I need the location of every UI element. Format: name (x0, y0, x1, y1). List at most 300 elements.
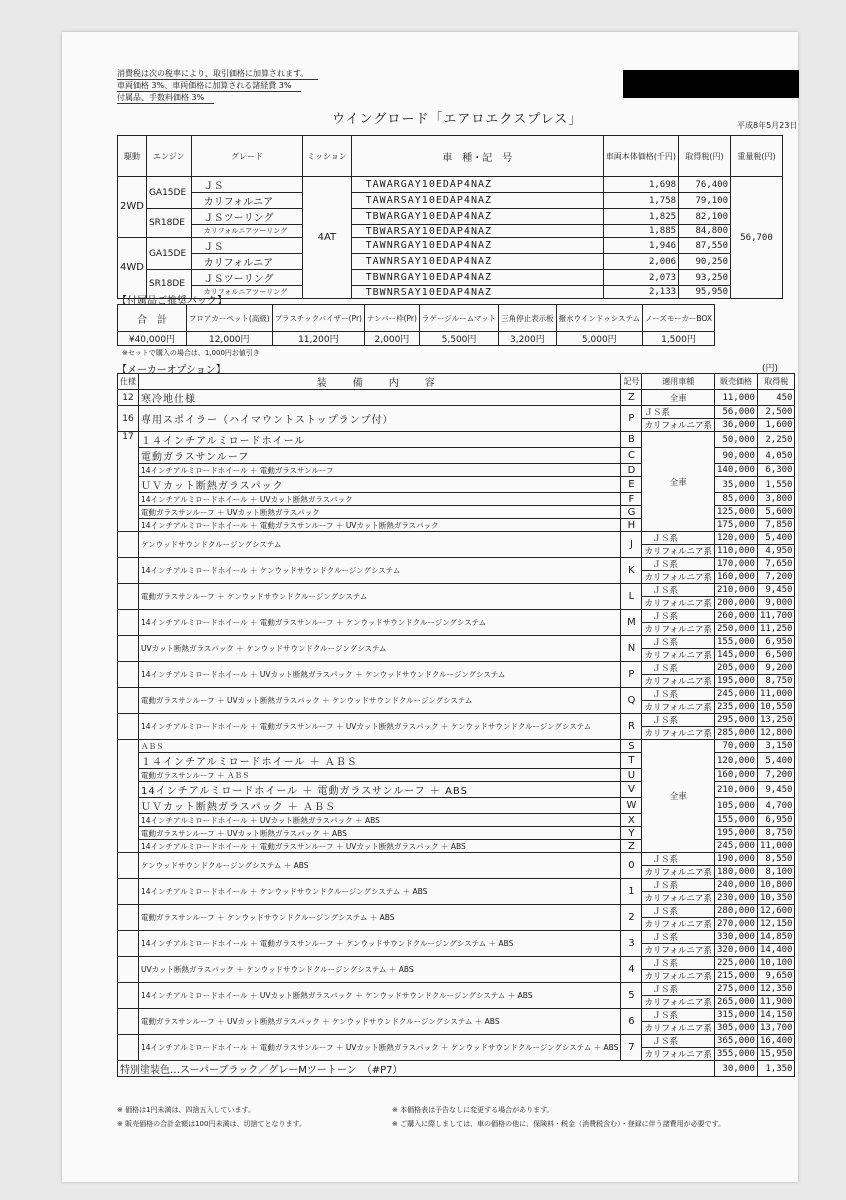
pack-item-name: 三角停止表示板 (499, 305, 557, 332)
acquisition-tax: 11,000 (757, 840, 795, 853)
sale-price: 50,000 (715, 432, 758, 448)
option-content: 電動ガラスサンルーフ (139, 448, 621, 464)
grade-name: カリフォルニアツーリング (191, 225, 302, 238)
option-content: ＡＢＳ (139, 740, 621, 753)
option-content: 14インチアルミロードホイール ＋ 電動ガラスサンルーフ ＋ UVカット断熱ガラスパック (139, 519, 621, 532)
apply-model: カリフォルニア系 (642, 1022, 715, 1035)
option-content: 電動ガラスサンルーフ ＋ ケンウッドサウンドクルージングシステム (139, 584, 621, 610)
acquisition-tax: 15,950 (757, 1048, 795, 1061)
acquisition-tax: 8,750 (757, 675, 795, 688)
option-content: 14インチアルミロードホイール ＋ ケンウッドサウンドクルージングシステム (139, 558, 621, 584)
sale-price: 35,000 (715, 477, 758, 493)
sale-price: 315,000 (715, 1009, 758, 1022)
acquisition-tax: 10,550 (757, 701, 795, 714)
acquisition-tax: 87,550 (679, 238, 731, 254)
pack-item-name: ノーズモーカーBOX (642, 305, 714, 332)
spec-number (118, 905, 139, 931)
pack-total-label: 合 計 (118, 305, 187, 332)
acquisition-tax: 1,350 (757, 1061, 795, 1077)
apply-model: カリフォルニア系 (642, 944, 715, 957)
option-row pair2 (118, 1009, 795, 1022)
header-content: 装 備 内 容 (139, 374, 621, 390)
option-content: 電動ガラスサンルーフ ＋ UVカット断熱ガラスパック (139, 506, 621, 519)
pack-item-name: 撥水ウインドゥシステム (556, 305, 642, 332)
acquisition-tax: 1,600 (757, 419, 795, 432)
apply-model: カリフォルニア系 (642, 727, 715, 740)
option-symbol: B (621, 432, 642, 448)
acquisition-tax: 12,350 (757, 983, 795, 996)
acquisition-tax: 3,150 (757, 740, 795, 753)
acquisition-tax: 9,450 (757, 782, 795, 798)
acquisition-tax: 11,000 (757, 688, 795, 701)
option-row pair (118, 662, 795, 675)
acquisition-tax: 6,950 (757, 636, 795, 649)
apply-model: ＪＳ系 (642, 957, 715, 970)
option-symbol: F (621, 493, 642, 506)
engine-code: GA15DE (146, 238, 191, 270)
acquisition-tax: 5,400 (757, 753, 795, 769)
acquisition-tax: 8,100 (757, 866, 795, 879)
acquisition-tax: 90,250 (679, 254, 731, 270)
sale-price: 205,000 (715, 662, 758, 675)
option-row pair2 (118, 931, 795, 944)
footer-note: ※ 価格は1円未満は、四捨五入しています。 (117, 1106, 255, 1114)
sale-price: 215,000 (715, 970, 758, 983)
apply-model: カリフォルニア系 (642, 866, 715, 879)
option-content: 電動ガラスサンルーフ ＋ ＡＢＳ (139, 769, 621, 782)
model-code: TAWARSAY10EDAP4NAZ (351, 193, 603, 209)
spec-number (118, 558, 139, 584)
acquisition-tax: 10,100 (757, 957, 795, 970)
option-row (118, 740, 795, 753)
acquisition-tax: 79,100 (679, 193, 731, 209)
sale-price: 275,000 (715, 983, 758, 996)
sale-price: 270,000 (715, 918, 758, 931)
option-symbol: W (621, 798, 642, 814)
model-code: TBWNRGAY10EDAP4NAZ (351, 270, 603, 286)
body-price: 2,006 (603, 254, 678, 270)
spec-number (118, 740, 139, 853)
option-content: 電動ガラスサンルーフ ＋ UVカット断熱ガラスパック ＋ ケンウッドサウンドクルージングシステム ＋ ABS (139, 1009, 621, 1035)
tax-note: 消費税は次の税率により、取引価格に加算されます。 (117, 68, 318, 80)
acquisition-tax: 4,050 (757, 448, 795, 464)
acquisition-tax: 9,000 (757, 597, 795, 610)
header-acq-tax: 取得税 (757, 374, 795, 390)
spec-number (118, 610, 139, 636)
option-symbol: H (621, 519, 642, 532)
acquisition-tax: 11,900 (757, 996, 795, 1009)
option-symbol: 3 (621, 931, 642, 957)
apply-model: ＪＳ系 (642, 853, 715, 866)
option-symbol: Q (621, 688, 642, 714)
apply-model: ＪＳ系 (642, 714, 715, 727)
drive-type: 2WD (118, 177, 147, 238)
sale-price: 70,000 (715, 740, 758, 753)
apply-model: ＪＳ系 (642, 610, 715, 623)
option-row pair (118, 714, 795, 727)
grade-name: カリフォルニアツーリング (191, 286, 302, 299)
option-symbol: X (621, 814, 642, 827)
option-content: 14インチアルミロードホイール ＋ UVカット断熱ガラスパック ＋ ABS (139, 814, 621, 827)
option-row pair (118, 558, 795, 571)
option-row pair (118, 610, 795, 623)
acquisition-tax: 3,800 (757, 493, 795, 506)
acquisition-tax: 12,800 (757, 727, 795, 740)
spec-number (118, 662, 139, 688)
option-symbol: 4 (621, 957, 642, 983)
model-row (118, 225, 783, 238)
option-symbol: 7 (621, 1035, 642, 1061)
pack-item-name: フロアカーペット(高級) (186, 305, 272, 332)
sale-price: 190,000 (715, 853, 758, 866)
sale-price: 365,000 (715, 1035, 758, 1048)
spec-number (118, 532, 139, 558)
acquisition-tax: 12,150 (757, 918, 795, 931)
header-acq-tax: 取得税(円) (679, 136, 731, 177)
pack-item-price: 5,500円 (419, 332, 498, 346)
acquisition-tax: 4,700 (757, 798, 795, 814)
pack-title: 【付属品ご推奨パック】 (117, 296, 227, 307)
tax-note: 車両価格 3%、車両価格に加算される諸経費 3% (117, 80, 301, 92)
option-content: ケンウッドサウンドクルージングシステム ＋ ABS (139, 853, 621, 879)
acquisition-tax: 14,400 (757, 944, 795, 957)
option-row pair2 (118, 1035, 795, 1048)
tax-note: 付属品、手数料価格 3% (117, 92, 214, 104)
footer-note: ※ 本価格表は予告なしに変更する場合があります。 (392, 1106, 554, 1114)
acquisition-tax: 9,650 (757, 970, 795, 983)
apply-model: ＪＳ系 (642, 688, 715, 701)
option-symbol: M (621, 610, 642, 636)
header-drive: 駆動 (118, 136, 147, 177)
sale-price: 145,000 (715, 649, 758, 662)
grade-name: ＪＳツーリング (191, 209, 302, 225)
model-row (118, 254, 783, 270)
option-content: 14インチアルミロードホイール ＋ 電動ガラスサンルーフ ＋ UVカット断熱ガラスパック ＋ ABS (139, 840, 621, 853)
acquisition-tax: 5,400 (757, 532, 795, 545)
option-symbol: P (621, 662, 642, 688)
apply-model: カリフォルニア系 (642, 1048, 715, 1061)
acquisition-tax: 7,200 (757, 571, 795, 584)
option-symbol: E (621, 477, 642, 493)
engine-code: GA15DE (146, 177, 191, 209)
acquisition-tax: 10,350 (757, 892, 795, 905)
option-content: 14インチアルミロードホイール ＋ 電動ガラスサンルーフ ＋ ケンウッドサウンドクルージングシステム (139, 610, 621, 636)
pack-item-name: プラスチックバイザー(Pr) (272, 305, 364, 332)
option-row pair2 (118, 905, 795, 918)
body-price: 2,133 (603, 286, 678, 299)
sale-price: 210,000 (715, 782, 758, 798)
sale-price: 250,000 (715, 623, 758, 636)
apply-model: ＪＳ系 (642, 931, 715, 944)
spec-number (118, 688, 139, 714)
acquisition-tax: 13,700 (757, 1022, 795, 1035)
acquisition-tax: 93,250 (679, 270, 731, 286)
option-symbol: Y (621, 827, 642, 840)
option-symbol: P (621, 406, 642, 432)
apply-model: カリフォルニア系 (642, 675, 715, 688)
apply-model: カリフォルニア系 (642, 701, 715, 714)
apply-model: ＪＳ系 (642, 584, 715, 597)
sale-price: 265,000 (715, 996, 758, 1009)
option-symbol: V (621, 782, 642, 798)
option-symbol: N (621, 636, 642, 662)
sale-price: 260,000 (715, 610, 758, 623)
acquisition-tax: 16,400 (757, 1035, 795, 1048)
model-code: TAWNRSAY10EDAP4NAZ (351, 254, 603, 270)
option-symbol: J (621, 532, 642, 558)
body-price: 1,946 (603, 238, 678, 254)
header-apply: 適用車種 (642, 374, 715, 390)
apply-model: カリフォルニア系 (642, 623, 715, 636)
spec-number (118, 853, 139, 879)
spec-number (118, 636, 139, 662)
option-content: UVカット断熱ガラスパック ＋ ケンウッドサウンドクルージングシステム ＋ ABS (139, 957, 621, 983)
header-mission: ミッション (303, 136, 352, 177)
option-symbol: 2 (621, 905, 642, 931)
model-row (118, 177, 783, 193)
special-paint: 特別塗装色…スーパーブラック／グレーMツートーン （#P7） (118, 1061, 715, 1077)
issue-date: 平成8年5月23日 (737, 121, 798, 130)
apply-model: 全車 (642, 740, 715, 853)
acquisition-tax: 84,800 (679, 225, 731, 238)
model-code: TAWARGAY10EDAP4NAZ (351, 177, 603, 193)
sale-price: 225,000 (715, 957, 758, 970)
tax-notes (117, 68, 318, 104)
grade-name: カリフォルニア (191, 193, 302, 209)
option-row (118, 390, 795, 406)
header-grade: グレード (191, 136, 302, 177)
pack-note: ※セットで購入の場合は、1,000円お値引き (122, 349, 260, 357)
option-content: 寒冷地仕様 (139, 390, 621, 406)
sale-price: 235,000 (715, 701, 758, 714)
grade-name: ＪＳ (191, 238, 302, 254)
apply-model: カリフォルニア系 (642, 571, 715, 584)
sale-price: 140,000 (715, 464, 758, 477)
option-content: ＵＶカット断熱ガラスパック (139, 477, 621, 493)
sale-price: 230,000 (715, 892, 758, 905)
acquisition-tax: 95,950 (679, 286, 731, 299)
pack-item-price: 2,000円 (364, 332, 419, 346)
body-price: 2,073 (603, 270, 678, 286)
options-title: 【メーカーオプション】 (117, 365, 226, 376)
sale-price: 105,000 (715, 798, 758, 814)
sale-price: 280,000 (715, 905, 758, 918)
option-row pair (118, 688, 795, 701)
options-table (117, 373, 795, 1077)
spec-number (118, 714, 139, 740)
footer-note: ※ 販売価格の合計金額は100円未満は、切捨てとなります。 (117, 1120, 306, 1128)
spec-number (118, 1035, 139, 1061)
apply-model: ＪＳ系 (642, 983, 715, 996)
spec-number (118, 983, 139, 1009)
option-row pair2 (118, 983, 795, 996)
option-symbol: 1 (621, 879, 642, 905)
acquisition-tax: 8,750 (757, 827, 795, 840)
acquisition-tax: 13,250 (757, 714, 795, 727)
header-engine: エンジン (146, 136, 191, 177)
apply-model: ＪＳ系 (642, 558, 715, 571)
apply-model: カリフォルニア系 (642, 649, 715, 662)
option-symbol: T (621, 753, 642, 769)
model-code: TBWARSAY10EDAP4NAZ (351, 225, 603, 238)
apply-model: ＪＳ系 (642, 532, 715, 545)
option-content: 電動ガラスサンルーフ ＋ ケンウッドサウンドクルージングシステム ＋ ABS (139, 905, 621, 931)
option-content: 14インチアルミロードホイール ＋ 電動ガラスサンルーフ ＋ UVカット断熱ガラスパック ＋ ケンウッドサウンドクルージングシステム (139, 714, 621, 740)
pack-item-name: ナンバー枠(Pr) (364, 305, 419, 332)
spec-number (118, 879, 139, 905)
pack-item-price: 12,000円 (186, 332, 272, 346)
option-content: 電動ガラスサンルーフ ＋ UVカット断熱ガラスパック ＋ ABS (139, 827, 621, 840)
sale-price: 180,000 (715, 866, 758, 879)
pack-item-price: 5,000円 (556, 332, 642, 346)
acquisition-tax: 9,200 (757, 662, 795, 675)
option-symbol: Z (621, 840, 642, 853)
sale-price: 120,000 (715, 532, 758, 545)
option-symbol: K (621, 558, 642, 584)
apply-model: ＪＳ系 (642, 879, 715, 892)
option-content: ケンウッドサウンドクルージングシステム (139, 532, 621, 558)
drive-type: 4WD (118, 238, 147, 299)
paint-row (118, 1061, 795, 1077)
acquisition-tax: 9,450 (757, 584, 795, 597)
apply-model: カリフォルニア系 (642, 970, 715, 983)
acquisition-tax: 7,650 (757, 558, 795, 571)
apply-model: ＪＳ系 (642, 1035, 715, 1048)
acquisition-tax: 8,550 (757, 853, 795, 866)
sale-price: 200,000 (715, 597, 758, 610)
model-row (118, 270, 783, 286)
sale-price: 195,000 (715, 675, 758, 688)
spec-number (118, 931, 139, 957)
apply-model: カリフォルニア系 (642, 597, 715, 610)
engine-code: SR18DE (146, 209, 191, 238)
header-spec: 仕様 (118, 374, 139, 390)
option-row pair2 (118, 879, 795, 892)
model-row (118, 238, 783, 254)
option-content: 14インチアルミロードホイール ＋ ケンウッドサウンドクルージングシステム ＋ ABS (139, 879, 621, 905)
sale-price: 320,000 (715, 944, 758, 957)
acquisition-tax: 14,850 (757, 931, 795, 944)
body-price: 1,885 (603, 225, 678, 238)
sale-price: 110,000 (715, 545, 758, 558)
acquisition-tax: 10,800 (757, 879, 795, 892)
apply-model: カリフォルニア系 (642, 545, 715, 558)
spec-number: 16 (118, 406, 139, 432)
option-row pair2 (118, 853, 795, 866)
option-symbol: S (621, 740, 642, 753)
apply-model: カリフォルニア系 (642, 419, 715, 432)
sale-price: 240,000 (715, 879, 758, 892)
option-symbol: Z (621, 390, 642, 406)
option-row pair (118, 636, 795, 649)
spec-number (118, 584, 139, 610)
model-row (118, 193, 783, 209)
option-symbol: 6 (621, 1009, 642, 1035)
spec-number (118, 957, 139, 983)
option-row (118, 432, 795, 448)
sale-price: 90,000 (715, 448, 758, 464)
header-model-code: 車 種・記 号 (351, 136, 603, 177)
sale-price: 125,000 (715, 506, 758, 519)
option-content: １４インチアルミロードホイール (139, 432, 621, 448)
pack-total: ¥40,000円 (118, 332, 187, 346)
page-title: ウイングロード「エアロエクスプレス」 (332, 112, 583, 127)
model-row (118, 209, 783, 225)
header-symbol: 記号 (621, 374, 642, 390)
footer-note: ※ ご購入に際しましては、車の価格の他に、保険料・税金（消費税含む）・登録に伴う諸費用が必要です。 (392, 1120, 726, 1128)
option-content: ＵＶカット断熱ガラスパック ＋ ＡＢＳ (139, 798, 621, 814)
sale-price: 295,000 (715, 714, 758, 727)
spec-number: 12 (118, 390, 139, 406)
option-content: 14インチアルミロードホイール ＋ UVカット断熱ガラスパック ＋ ケンウッドサウンドクルージングシステム ＋ ABS (139, 983, 621, 1009)
option-symbol: U (621, 769, 642, 782)
pack-item-name: ラゲージルームマット (419, 305, 498, 332)
sale-price: 30,000 (715, 1061, 758, 1077)
sale-price: 160,000 (715, 769, 758, 782)
model-price-table (117, 135, 783, 299)
grade-name: カリフォルニア (191, 254, 302, 270)
sale-price: 170,000 (715, 558, 758, 571)
option-symbol: C (621, 448, 642, 464)
engine-code: SR18DE (146, 270, 191, 299)
apply-model: ＪＳ系 (642, 905, 715, 918)
sale-price: 330,000 (715, 931, 758, 944)
spec-number: 17 (118, 432, 139, 532)
acquisition-tax: 450 (757, 390, 795, 406)
sale-price: 285,000 (715, 727, 758, 740)
price-sheet (62, 32, 798, 1182)
option-symbol: R (621, 714, 642, 740)
apply-model: ＪＳ系 (642, 662, 715, 675)
pack-item-price: 11,200円 (272, 332, 364, 346)
grade-name: ＪＳツーリング (191, 270, 302, 286)
sale-price: 11,000 (715, 390, 758, 406)
option-content: 14インチアルミロードホイール ＋ UVカット断熱ガラスパック ＋ ケンウッドサウンドクルージングシステム (139, 662, 621, 688)
acquisition-tax: 7,850 (757, 519, 795, 532)
mission-type: 4AT (303, 177, 352, 299)
body-price: 1,825 (603, 209, 678, 225)
sale-price: 175,000 (715, 519, 758, 532)
sale-price: 305,000 (715, 1022, 758, 1035)
acquisition-tax: 6,950 (757, 814, 795, 827)
model-code: TAWNRGAY10EDAP4NAZ (351, 238, 603, 254)
sale-price: 160,000 (715, 571, 758, 584)
option-content: １４インチアルミロードホイール ＋ ＡＢＳ (139, 753, 621, 769)
option-content: 電動ガラスサンルーフ ＋ UVカット断熱ガラスパック ＋ ケンウッドサウンドクルージングシステム (139, 688, 621, 714)
acquisition-tax: 12,600 (757, 905, 795, 918)
option-content: UVカット断熱ガラスパック ＋ ケンウッドサウンドクルージングシステム (139, 636, 621, 662)
acquisition-tax: 1,550 (757, 477, 795, 493)
option-content: 14インチアルミロードホイール ＋ UVカット断熱ガラスパック (139, 493, 621, 506)
apply-model: カリフォルニア系 (642, 892, 715, 905)
acquisition-tax: 4,950 (757, 545, 795, 558)
apply-model: ＪＳ系 (642, 1009, 715, 1022)
sale-price: 355,000 (715, 1048, 758, 1061)
acquisition-tax: 82,100 (679, 209, 731, 225)
apply-model: カリフォルニア系 (642, 918, 715, 931)
header-sale-price: 販売価格 (715, 374, 758, 390)
pack-table (117, 304, 715, 346)
body-price: 1,698 (603, 177, 678, 193)
option-row (118, 406, 795, 419)
option-content: 14インチアルミロードホイール ＋ 電動ガラスサンルーフ ＋ ケンウッドサウンドクルージングシステム ＋ ABS (139, 931, 621, 957)
sale-price: 120,000 (715, 753, 758, 769)
option-row pair (118, 532, 795, 545)
sale-price: 36,000 (715, 419, 758, 432)
option-symbol: G (621, 506, 642, 519)
pack-item-price: 1,500円 (642, 332, 714, 346)
option-content: 14インチアルミロードホイール ＋ 電動ガラスサンルーフ ＋ UVカット断熱ガラスパック ＋ ケンウッドサウンドクルージングシステム ＋ ABS (139, 1035, 621, 1061)
